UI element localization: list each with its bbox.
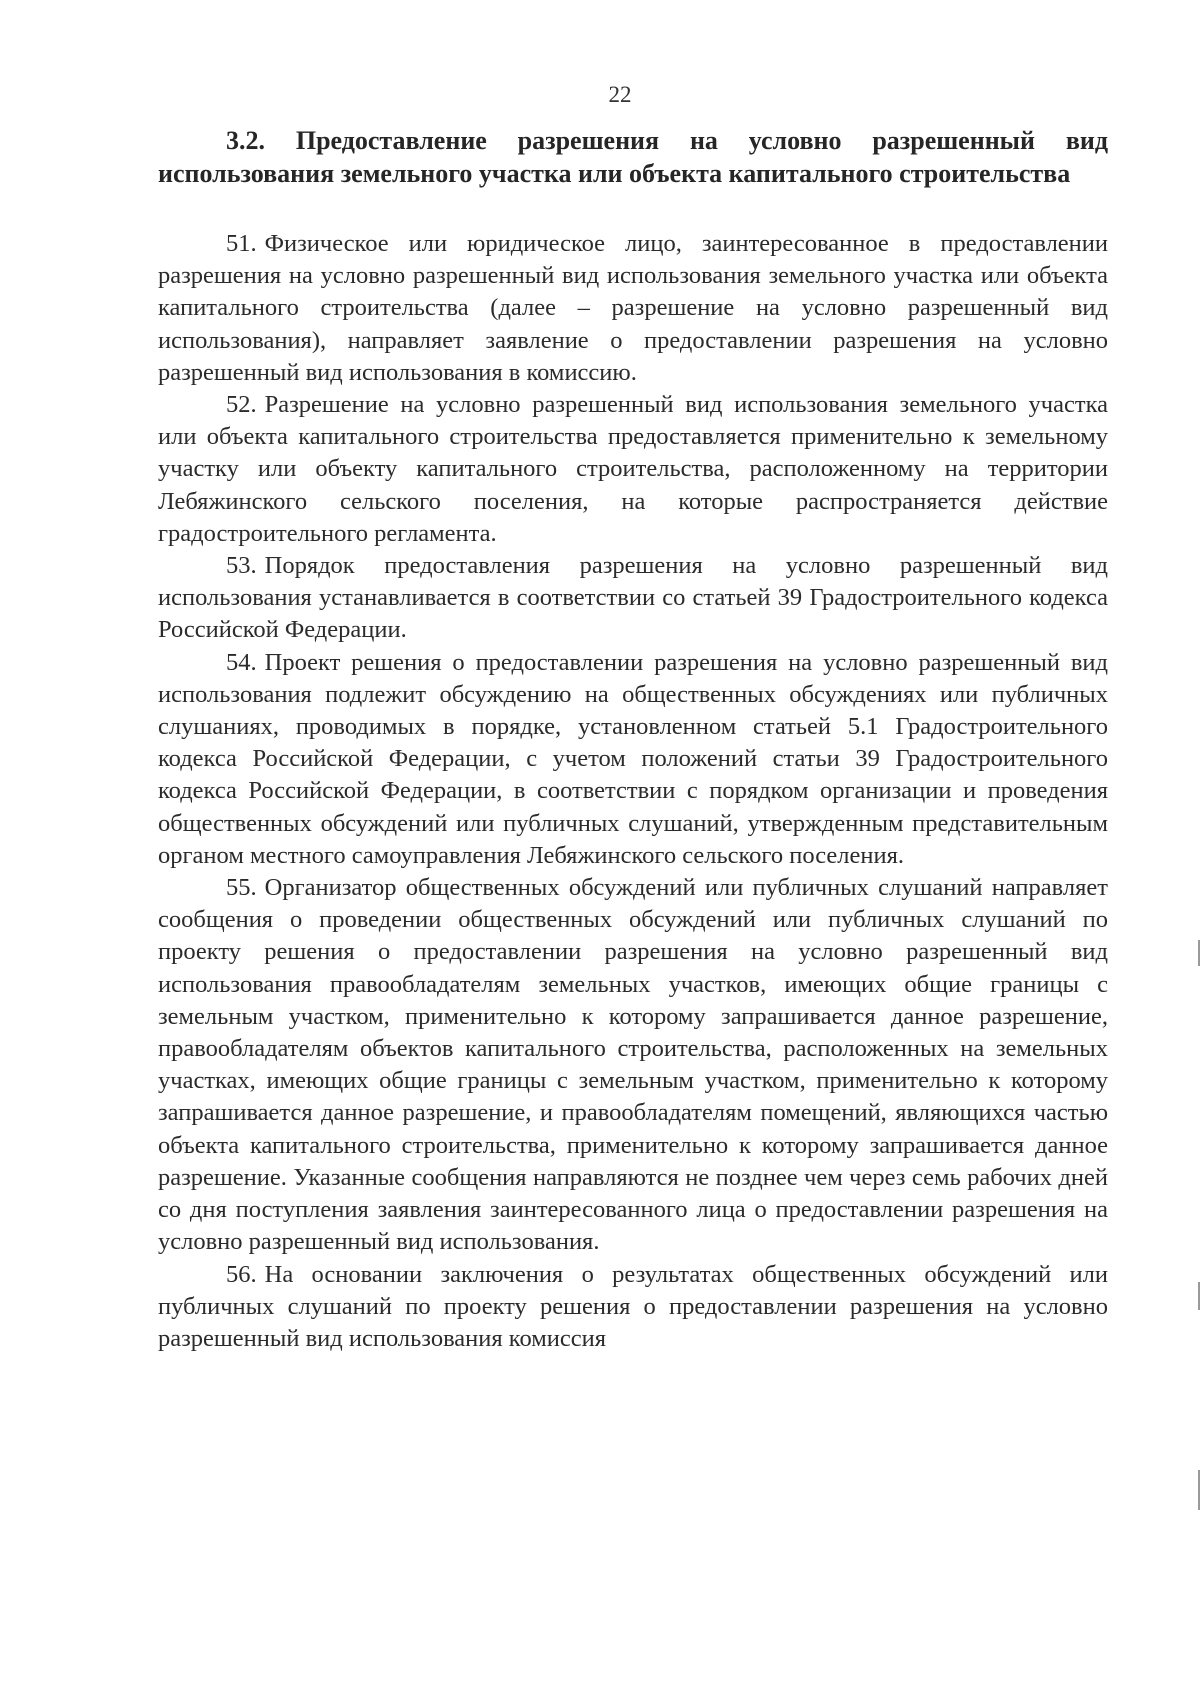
paragraph-number: 52. xyxy=(226,391,257,419)
paragraph-number: 51. xyxy=(226,230,257,257)
paragraph-text: На основании заключения о результатах общественных обсуждений или публичных слушаний по проекту решения о предоставлении разрешения на условно разрешенный вид использования комиссия xyxy=(158,1260,1108,1352)
page-number: 22 xyxy=(608,82,632,107)
section-title: 3.2. Предоставление разрешения на условно разрешенный вид использования земельного участка или объекта капитального строительства xyxy=(158,126,1108,188)
paragraph-text: Порядок предоставления разрешения на условно разрешенный вид использования устанавливается в соответствии со статьей 39 Градостроительного кодекса Российской Федерации. xyxy=(158,552,1108,644)
paragraph-52 xyxy=(158,389,1108,550)
paragraph-55 xyxy=(158,872,1108,1258)
paragraph-53 xyxy=(158,550,1108,647)
paragraph-list xyxy=(158,228,1108,1355)
paragraph-56 xyxy=(158,1259,1108,1356)
paragraph-51 xyxy=(158,228,1108,389)
paragraph-54 xyxy=(158,647,1108,872)
paragraph-text: Проект решения о предоставлении разрешения на условно разрешенный вид использования подлежит обсуждению на общественных обсуждениях или публичных слушаниях, проводимых в порядке, установленном статьей 5.1 Градостроительного кодекса Российской Федерации, с учетом положений статьи 39 Градостроительного кодекса Российской Федерации, в соответствии с порядком организации и проведения общественных обсуждений или публичных слушаний, утвержденным представительным органом местного самоуправления Лебяжинского сельского поселения. xyxy=(158,648,1108,869)
paragraph-number: 56. xyxy=(226,1260,257,1288)
paragraph-number: 54. xyxy=(226,648,257,676)
paragraph-text: Разрешение на условно разрешенный вид использования земельного участка или объекта капитального строительства предоставляется применительно к земельному участку или объекту капитального строительства, расположенному на территории Лебяжинского сельского поселения, на которые распространяется действие градостроительного регламента. xyxy=(158,391,1108,547)
paragraph-text: Физическое или юридическое лицо, заинтересованное в предоставлении разрешения на условно разрешенный вид использования земельного участка или объекта капитального строительства (далее – разрешение на условно разрешенный вид использования), направляет заявление о предоставлении разрешения на условно разрешенный вид использования в комиссию. xyxy=(158,230,1108,386)
paragraph-text: Организатор общественных обсуждений или публичных слушаний направляет сообщения о проведении общественных обсуждений или публичных слушаний по проекту решения о предоставлении разрешения на условно разрешенный вид использования правообладателям земельных участков, имеющих общие границы с земельным участком, применительно к которому запрашивается данное разрешение, правообладателям объектов капитального строительства, расположенных на земельных участках, имеющих общие границы с земельным участком, применительно к которому запрашивается данное разрешение, и правообладателям помещений, являющихся частью объекта капитального строительства, применительно к которому запрашивается данное разрешение. Указанные сообщения направляются не позднее чем через семь рабочих дней со дня поступления заявления заинтересованного лица о предоставлении разрешения на условно разрешенный вид использования. xyxy=(158,874,1108,1256)
paragraph-number: 53. xyxy=(226,552,257,580)
paragraph-number: 55. xyxy=(226,874,257,902)
page-content xyxy=(158,124,1108,1355)
